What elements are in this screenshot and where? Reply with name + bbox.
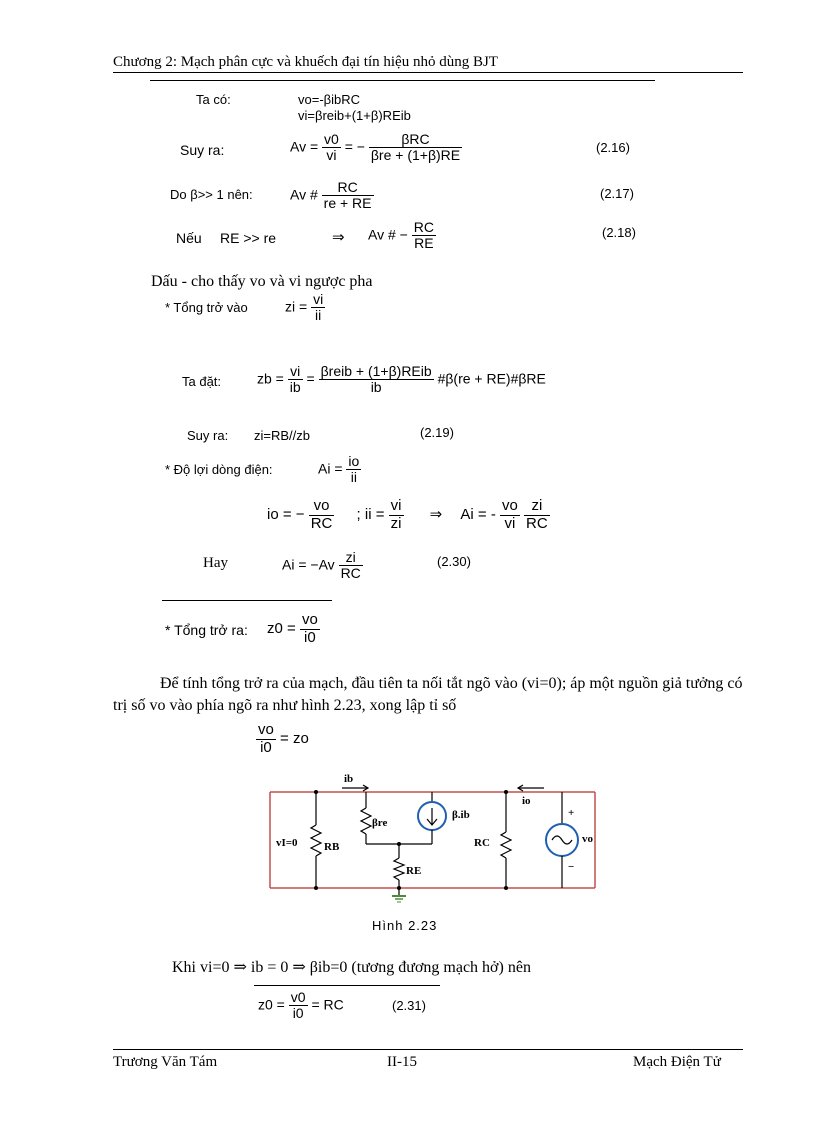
footer-book: Mạch Điện Tử	[633, 1054, 721, 1070]
label-vo: vo	[582, 833, 593, 845]
eq-zb	[257, 364, 546, 396]
suy-ra-label: Suy ra:	[180, 142, 225, 158]
fraction	[500, 498, 520, 532]
ai2-lhs: Ai = -	[460, 505, 496, 523]
neu-cond: RE >> re	[220, 230, 277, 246]
fraction	[346, 454, 361, 486]
ai3-num: zi	[339, 550, 363, 566]
fraction	[311, 292, 325, 324]
ai2-den2: RC	[526, 514, 548, 532]
eq-zi	[285, 292, 325, 324]
eq-z0	[267, 612, 320, 646]
fraction	[289, 990, 308, 1022]
figure-caption: Hình 2.23	[372, 918, 438, 933]
header-subrule	[150, 80, 655, 81]
final-rhs: = RC	[311, 996, 344, 1013]
final-lhs: z0 =	[258, 996, 285, 1013]
header-rule	[113, 72, 743, 73]
z0-num: vo	[301, 611, 318, 628]
fraction	[339, 550, 363, 582]
zb-den2: ib	[370, 379, 382, 396]
zb-den1: ib	[289, 379, 301, 396]
ai-den: ii	[350, 469, 357, 486]
final-den: i0	[292, 1005, 304, 1022]
do-beta-label: Do β>> 1 nên:	[170, 187, 253, 202]
conclusion-rule	[254, 985, 440, 986]
ai2-den1: vi	[504, 514, 516, 532]
suy-ra2-label: Suy ra:	[187, 428, 229, 443]
eq-vi: vi=βreib+(1+β)REib	[298, 108, 411, 123]
av-num2: βRC	[369, 132, 462, 148]
io-num: vo	[309, 498, 335, 516]
eq-ratio	[256, 722, 309, 756]
ai-lhs: Ai =	[318, 460, 343, 477]
fraction	[322, 180, 374, 212]
label-vi0: vI=0	[276, 837, 298, 849]
zi-lhs: zi =	[285, 298, 308, 315]
zb-num1: vi	[288, 364, 303, 380]
av-approx-lhs: Av #	[290, 186, 318, 203]
label-minus: −	[568, 861, 575, 873]
eqno-217: (2.17)	[600, 186, 634, 201]
eq-ai	[318, 454, 361, 486]
label-ib: ib	[344, 773, 354, 785]
section-rule	[162, 600, 332, 601]
eq-io	[267, 498, 550, 532]
zb-eq: =	[306, 370, 315, 387]
z0-lhs: z0 =	[267, 619, 296, 637]
z0-den: i0	[304, 628, 316, 646]
circuit-diagram	[260, 770, 620, 910]
ii-num: vi	[390, 497, 402, 514]
hay-label: Hay	[203, 555, 228, 571]
io-lhs: io = −	[267, 505, 305, 523]
label-plus: +	[568, 807, 575, 819]
eq-vo: vo=-βibRC	[298, 92, 361, 107]
ai2-num2: zi	[524, 498, 550, 516]
eq-av	[290, 132, 462, 164]
neu-label: Nếu	[176, 230, 202, 246]
fraction	[309, 498, 335, 532]
io-den: RC	[310, 514, 333, 532]
ai-num: io	[348, 453, 360, 469]
final-num: v0	[290, 989, 306, 1005]
fraction	[389, 498, 404, 532]
zi-num: vi	[313, 291, 324, 307]
label-io: io	[522, 795, 531, 807]
av-num1: v0	[324, 131, 339, 147]
zi-den: ii	[315, 307, 322, 324]
eqno-216: (2.16)	[596, 140, 630, 155]
fraction	[369, 132, 462, 164]
gain-label: * Độ lợi dòng điện:	[165, 462, 273, 477]
body-paragraph: Để tính tổng trở ra của mạch, đầu tiên ta nối tắt ngõ vào (vi=0); áp một nguồn giả tưởng có trị số vo vào phía ngõ ra như hình 2.23, xong lập tỉ số	[113, 675, 743, 714]
eq-ai3	[282, 550, 363, 582]
av-den2: βre + (1+β)RE	[370, 147, 461, 164]
ratio-num: vo	[258, 721, 274, 738]
ai3-den: RC	[340, 565, 361, 582]
footer-rule	[113, 1049, 743, 1050]
av-mid: = −	[344, 138, 365, 155]
label-rb: RB	[324, 841, 340, 853]
fraction	[322, 132, 341, 164]
footer-author: Trương Văn Tám	[113, 1054, 218, 1070]
ta-dat-label: Ta đặt:	[182, 374, 222, 389]
eq-av-re	[368, 220, 436, 252]
eqno-218: (2.18)	[602, 225, 636, 240]
fraction	[319, 364, 434, 396]
eqno-230: (2.30)	[437, 554, 471, 569]
av-re-lhs: Av # −	[368, 226, 408, 243]
eq-final	[258, 990, 344, 1022]
fraction	[524, 498, 550, 532]
arrow-icon: ⇒	[429, 505, 443, 523]
ratio-rhs: = zo	[280, 729, 309, 747]
eqno-231: (2.31)	[392, 998, 426, 1013]
zi-parallel: zi=RB//zb	[254, 428, 310, 443]
label-beta-re: βre	[372, 817, 388, 829]
av-lhs: Av =	[290, 138, 319, 155]
footer-page: II-15	[387, 1054, 417, 1070]
fraction	[300, 612, 320, 646]
av-den1: vi	[326, 147, 337, 164]
chapter-header: Chương 2: Mạch phân cực và khuếch đại tín hiệu nhỏ dùng BJT	[113, 54, 498, 70]
eq-av-approx	[290, 180, 374, 212]
conclusion-text: Khi vi=0 ⇒ ib = 0 ⇒ βib=0 (tương đương mạch hở) nên	[172, 959, 531, 976]
label-beta-ib: β.ib	[452, 809, 470, 821]
fraction	[256, 722, 276, 756]
fraction	[412, 220, 436, 252]
zb-lhs: zb =	[257, 370, 284, 387]
av-approx-num: RC	[322, 180, 374, 196]
ta-co-label: Ta có:	[196, 92, 231, 107]
label-re: RE	[406, 865, 422, 877]
eqno-219: (2.19)	[420, 425, 454, 440]
zb-tail: #β(re + RE)#βRE	[437, 370, 546, 387]
ii-lhs: ; ii =	[356, 505, 385, 523]
ai2-num1: vo	[502, 497, 518, 514]
av-re-num: RC	[413, 219, 434, 235]
av-approx-den: re + RE	[323, 195, 372, 212]
ai3-lhs: Ai = −Av	[282, 556, 335, 573]
zb-num2: βreib + (1+β)REib	[320, 363, 432, 379]
phase-note: Dấu - cho thấy vo và vi ngược pha	[151, 273, 373, 290]
ii-den: zi	[390, 514, 402, 532]
ratio-den: i0	[260, 738, 272, 756]
fraction	[288, 364, 303, 396]
zout-label: * Tổng trở ra:	[165, 622, 248, 638]
zin-label: * Tổng trở vào	[165, 300, 248, 315]
arrow-icon: ⇒	[332, 229, 345, 246]
av-re-den: RE	[414, 235, 434, 252]
label-rc: RC	[474, 837, 490, 849]
